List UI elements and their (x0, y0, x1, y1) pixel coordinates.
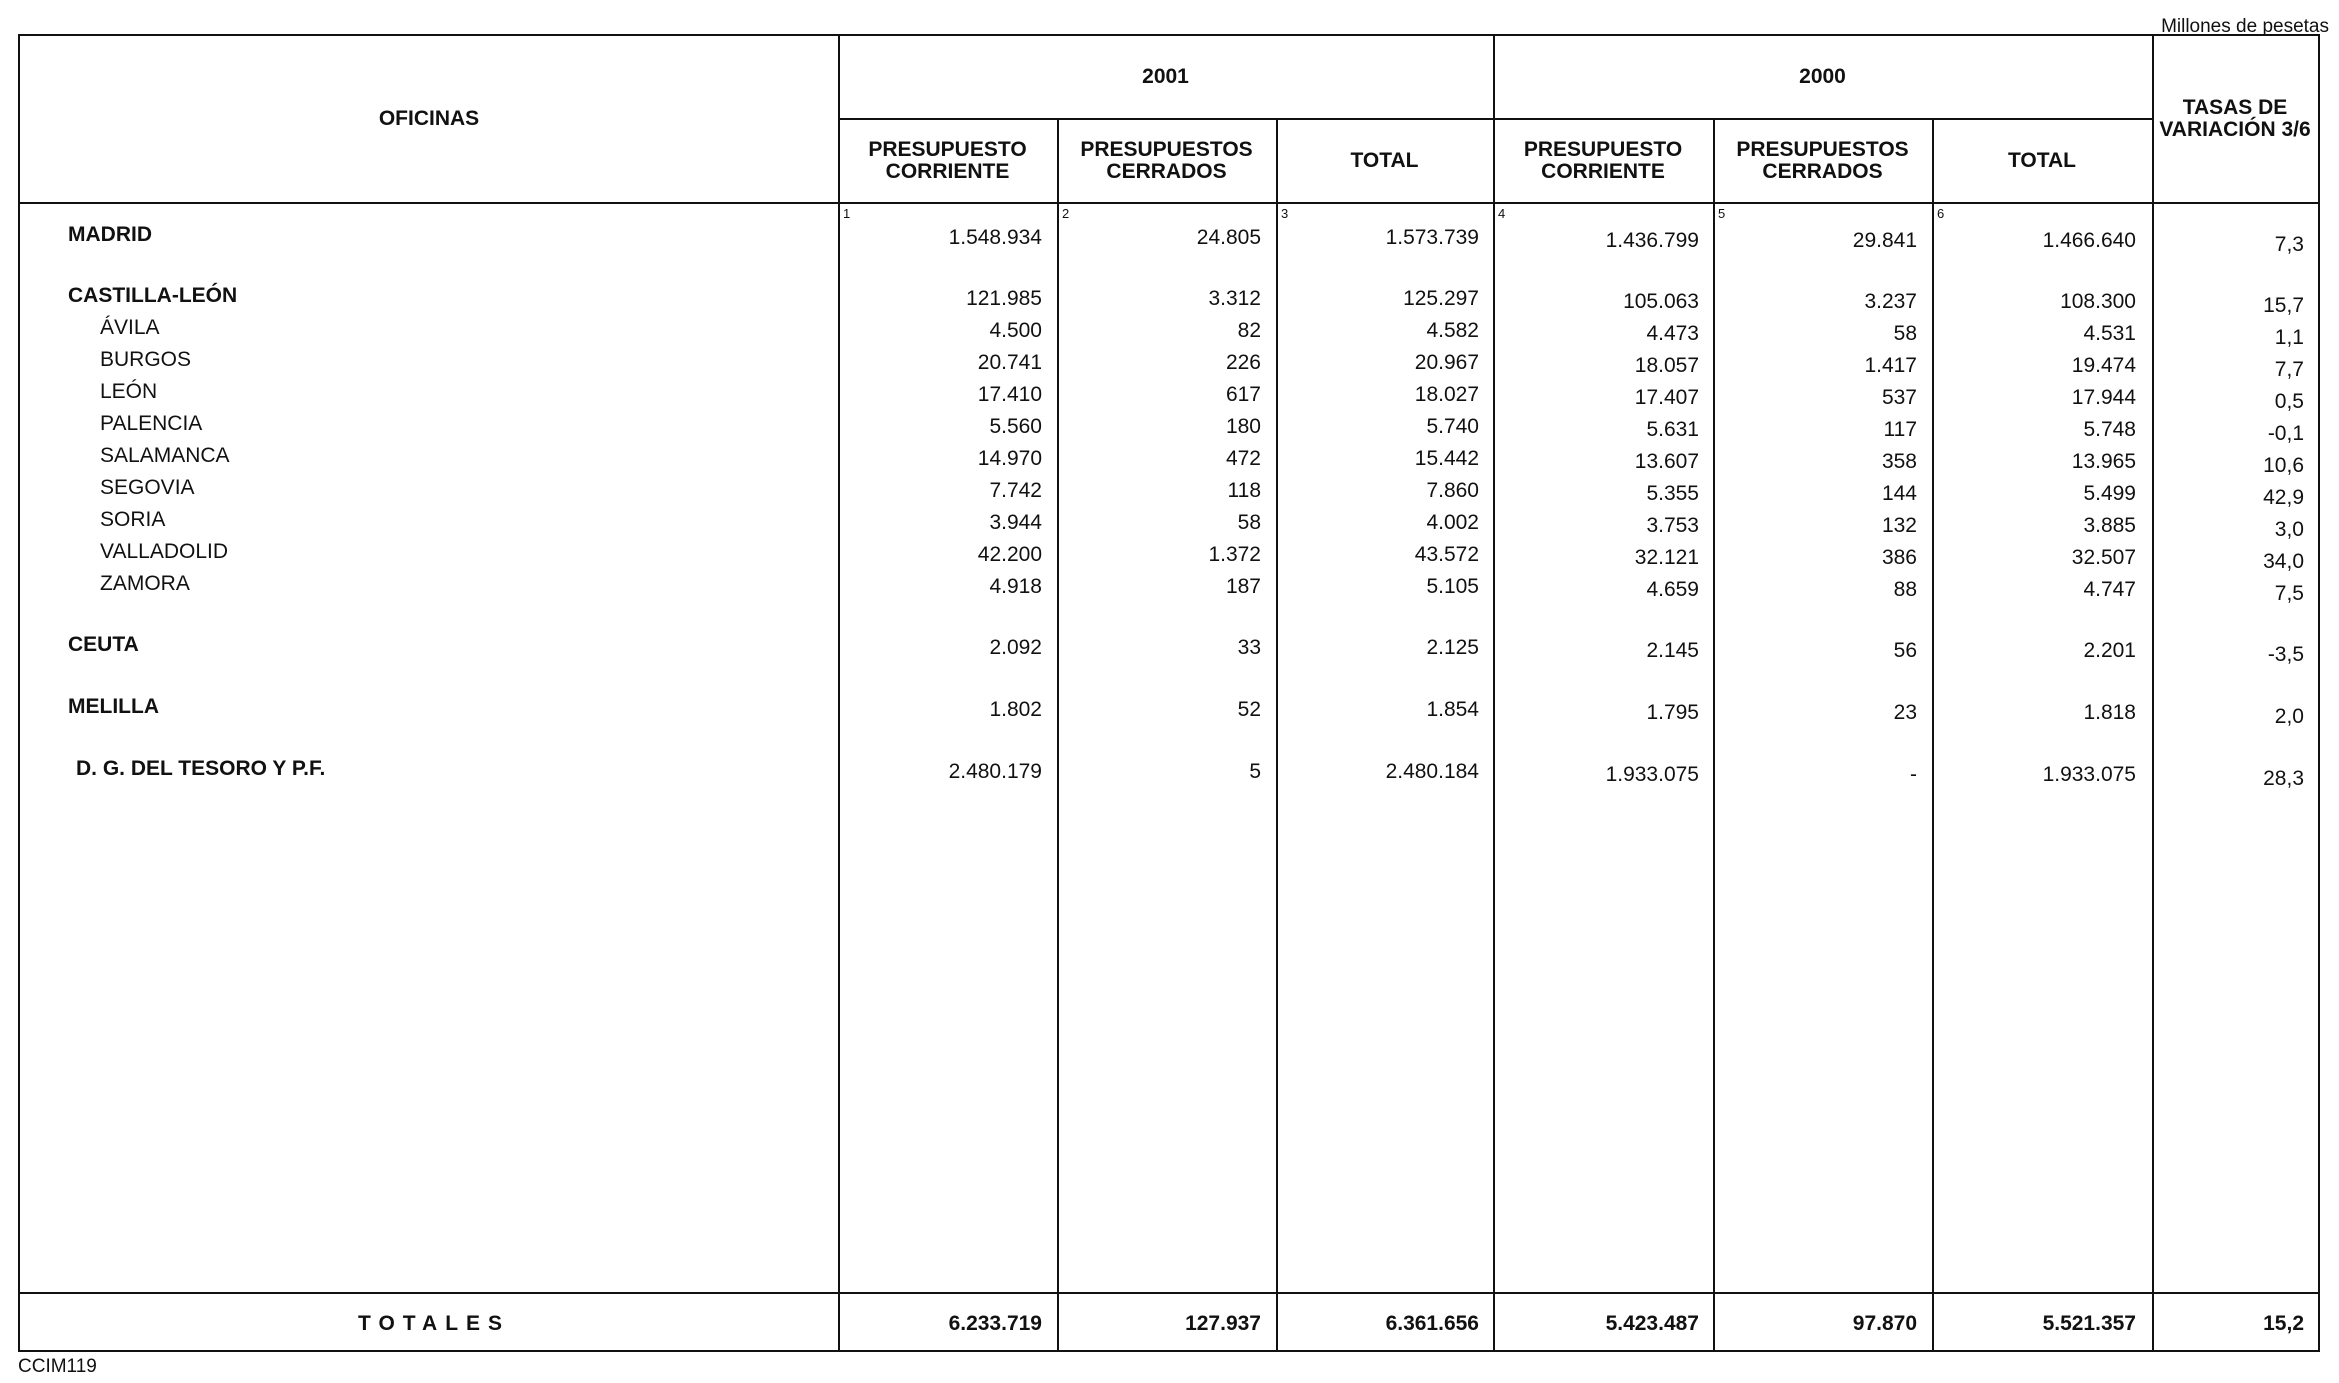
table-cell: 7.742 (989, 479, 1042, 502)
col-divider (2152, 36, 2154, 1350)
units-label: Millones de pesetas (2161, 16, 2329, 37)
table-cell: 180 (1225, 415, 1261, 438)
table-cell: 5.748 (2083, 418, 2136, 441)
table-cell: 125.297 (1403, 287, 1479, 310)
row-label: CASTILLA-LEÓN (68, 284, 238, 307)
table-cell: 121.985 (966, 287, 1042, 310)
header-bottom-line (20, 202, 2318, 204)
table-cell: 42,9 (2263, 486, 2304, 509)
row-label: LEÓN (100, 380, 158, 403)
table-cell: 82 (1237, 319, 1261, 342)
table-cell: -3,5 (2267, 643, 2304, 666)
row-label: ÁVILA (100, 316, 160, 339)
table-cell: 3,0 (2274, 518, 2304, 541)
table-cell: 1.933.075 (1605, 763, 1699, 786)
table-cell: 23 (1893, 701, 1917, 724)
table-cell: 1.933.075 (2042, 763, 2136, 786)
column-number: 3 (1281, 206, 1289, 221)
column-number: 2 (1062, 206, 1070, 221)
totals-top-line (20, 1292, 2318, 1294)
col-divider (1057, 118, 1059, 1350)
header-presupuesto-corriente-2000: PRESUPUESTO CORRIENTE (1523, 137, 1683, 183)
table-cell: 17.410 (977, 383, 1042, 406)
table-cell: 144 (1881, 482, 1917, 505)
table-cell: 1.436.799 (1605, 229, 1699, 252)
row-label: SEGOVIA (100, 476, 195, 499)
table-cell: 2.125 (1426, 636, 1479, 659)
table-cell: 108.300 (2060, 290, 2136, 313)
header-year-2000: 2000 (1799, 64, 1846, 88)
table-cell: 537 (1881, 386, 1917, 409)
table-cell: 2.145 (1646, 639, 1699, 662)
table-cell: 32.121 (1634, 546, 1699, 569)
table-cell: 4.002 (1426, 511, 1479, 534)
row-label: BURGOS (100, 348, 192, 371)
table-cell: -0,1 (2267, 422, 2304, 445)
table-cell: 2.480.179 (948, 760, 1042, 783)
table-cell: 34,0 (2263, 550, 2304, 573)
table-cell: 117 (1883, 418, 1917, 441)
table-cell: 19.474 (2071, 354, 2136, 377)
table-cell: 43.572 (1414, 543, 1479, 566)
table-cell: 5 (1249, 760, 1261, 783)
table-cell: 187 (1225, 575, 1261, 598)
header-total-2000: TOTAL (2007, 148, 2077, 172)
header-total-2001: TOTAL (1350, 148, 1419, 172)
table-cell: 15,7 (2263, 294, 2304, 317)
table-cell: 56 (1893, 639, 1917, 662)
column-number: 5 (1718, 206, 1726, 221)
table-cell: 5.560 (989, 415, 1042, 438)
col-divider (1932, 118, 1934, 1350)
table-cell: 0,5 (2274, 390, 2304, 413)
totals-cell: 5.521.357 (2042, 1312, 2136, 1335)
table-cell: 4.747 (2083, 578, 2136, 601)
table-cell: 1.802 (989, 698, 1042, 721)
table-cell: 118 (1227, 479, 1261, 502)
table-cell: 4.500 (989, 319, 1042, 342)
table-cell: 1.548.934 (948, 226, 1042, 249)
table-cell: 1.854 (1426, 698, 1479, 721)
table-cell: 1.818 (2083, 701, 2136, 724)
column-number: 1 (843, 206, 851, 221)
col-divider (838, 36, 840, 1350)
totals-cell: 127.937 (1185, 1312, 1261, 1335)
table-cell: 88 (1893, 578, 1917, 601)
header-tasas: TASAS DE VARIACIÓN 3/6 (2159, 95, 2311, 141)
table-cell: 1,1 (2274, 326, 2304, 349)
table-cell: 7,5 (2274, 582, 2304, 605)
table-cell: 42.200 (977, 543, 1042, 566)
table-cell: 4.531 (2083, 322, 2136, 345)
table-cell: 5.740 (1426, 415, 1479, 438)
col-divider (1713, 118, 1715, 1350)
header-year-2001: 2001 (1142, 64, 1189, 88)
table-cell: 20.967 (1414, 351, 1479, 374)
table-cell: 5.631 (1646, 418, 1699, 441)
row-label: PALENCIA (100, 412, 203, 435)
table-cell: 3.237 (1864, 290, 1917, 313)
header-presupuesto-corriente-2001: PRESUPUESTO CORRIENTE (868, 137, 1027, 183)
table-cell: 15.442 (1414, 447, 1479, 470)
table-cell: 18.027 (1414, 383, 1479, 406)
table-cell: - (1910, 763, 1917, 786)
totals-cell: 6.361.656 (1385, 1312, 1479, 1335)
table-cell: 14.970 (977, 447, 1042, 470)
table-cell: 2.480.184 (1385, 760, 1479, 783)
table-cell: 1.573.739 (1385, 226, 1479, 249)
row-label: VALLADOLID (100, 540, 228, 563)
row-label: D. G. DEL TESORO Y P.F. (76, 757, 326, 780)
table-cell: 4.473 (1646, 322, 1699, 345)
header-presupuestos-cerrados-2000: PRESUPUESTOS CERRADOS (1736, 137, 1909, 183)
col-divider (1493, 36, 1495, 1350)
table-cell: 28,3 (2263, 767, 2304, 790)
table-cell: 3.753 (1646, 514, 1699, 537)
table-cell: 1.372 (1208, 543, 1261, 566)
table-cell: 58 (1237, 511, 1261, 534)
table-cell: 52 (1237, 698, 1261, 721)
table-cell: 105.063 (1623, 290, 1699, 313)
table-cell: 4.582 (1426, 319, 1479, 342)
column-number: 4 (1498, 206, 1506, 221)
table-cell: 132 (1881, 514, 1917, 537)
col-divider (1276, 118, 1278, 1350)
document-code: CCIM119 (18, 1356, 97, 1377)
table-cell: 3.885 (2083, 514, 2136, 537)
table-cell: 1.795 (1646, 701, 1699, 724)
table-cell: 4.918 (989, 575, 1042, 598)
budget-table (18, 34, 2320, 1352)
table-cell: 358 (1881, 450, 1917, 473)
table-cell: 4.659 (1646, 578, 1699, 601)
row-label: MADRID (68, 223, 152, 246)
table-cell: 386 (1881, 546, 1917, 569)
table-cell: 5.105 (1426, 575, 1479, 598)
table-cell: 2,0 (2274, 705, 2304, 728)
table-cell: 3.944 (989, 511, 1042, 534)
table-cell: 226 (1225, 351, 1261, 374)
row-label: SORIA (100, 508, 166, 531)
table-cell: 7,7 (2274, 358, 2304, 381)
table-cell: 13.607 (1634, 450, 1699, 473)
row-label: ZAMORA (100, 572, 190, 595)
totals-cell: 15,2 (2263, 1312, 2304, 1335)
totals-label: TOTALES (358, 1312, 511, 1335)
table-cell: 13.965 (2071, 450, 2136, 473)
table-cell: 7.860 (1426, 479, 1479, 502)
table-cell: 17.407 (1634, 386, 1699, 409)
table-cell: 1.466.640 (2042, 229, 2136, 252)
table-cell: 33 (1237, 636, 1261, 659)
table-cell: 7,3 (2274, 233, 2304, 256)
table-cell: 58 (1893, 322, 1917, 345)
column-number: 6 (1937, 206, 1945, 221)
row-label: MELILLA (68, 695, 159, 718)
table-cell: 17.944 (2071, 386, 2136, 409)
table-cell: 29.841 (1852, 229, 1917, 252)
table-cell: 10,6 (2263, 454, 2304, 477)
table-cell: 5.355 (1646, 482, 1699, 505)
table-cell: 2.201 (2083, 639, 2136, 662)
table-cell: 617 (1225, 383, 1261, 406)
totals-cell: 97.870 (1852, 1312, 1917, 1335)
table-cell: 20.741 (977, 351, 1042, 374)
table-cell: 1.417 (1864, 354, 1917, 377)
table-cell: 24.805 (1196, 226, 1261, 249)
table-cell: 2.092 (989, 636, 1042, 659)
row-label: SALAMANCA (100, 444, 230, 467)
table-cell: 5.499 (2083, 482, 2136, 505)
table-cell: 18.057 (1634, 354, 1699, 377)
table-cell: 3.312 (1208, 287, 1261, 310)
row-label: CEUTA (68, 633, 139, 656)
header-presupuestos-cerrados-2001: PRESUPUESTOS CERRADOS (1080, 137, 1253, 183)
header-oficinas: OFICINAS (378, 106, 480, 130)
table-cell: 32.507 (2071, 546, 2136, 569)
totals-cell: 5.423.487 (1605, 1312, 1699, 1335)
totals-cell: 6.233.719 (948, 1312, 1042, 1335)
table-cell: 472 (1225, 447, 1261, 470)
